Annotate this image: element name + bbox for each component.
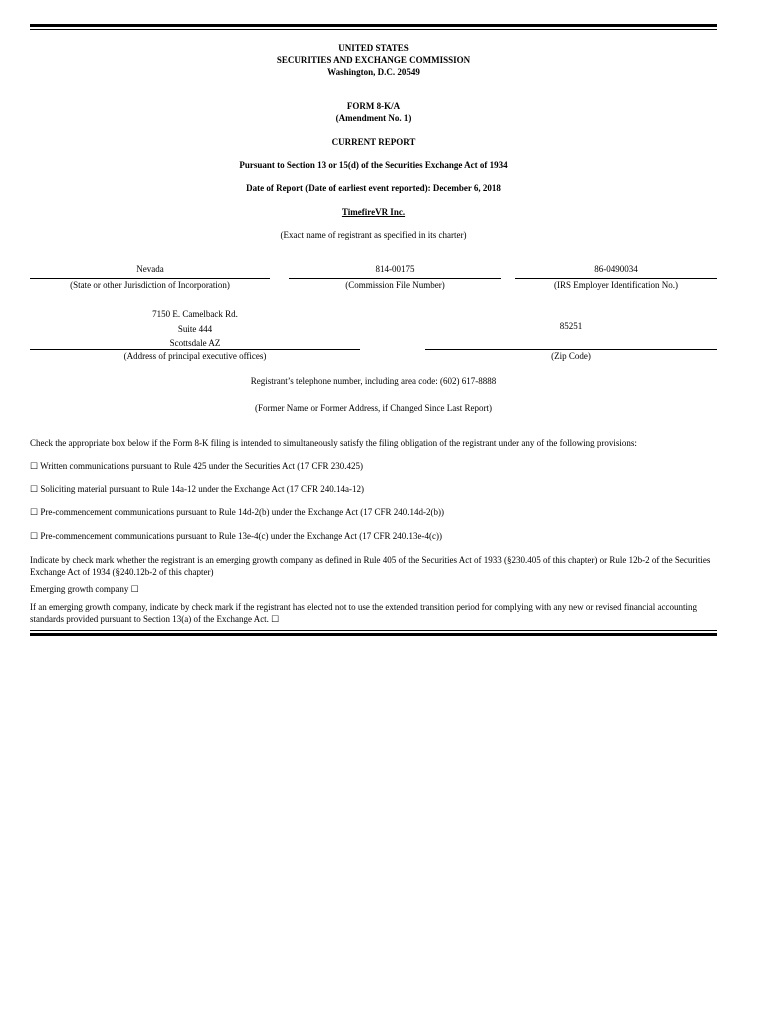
registrant-name: TimefireVR Inc.: [341, 207, 406, 217]
state-caption: (State or other Jurisdiction of Incorporation): [70, 280, 230, 290]
header-line-3: Washington, D.C. 20549: [327, 67, 420, 77]
address-line-1: 7150 E. Camelback Rd.: [152, 309, 238, 319]
address-line: [30, 349, 360, 350]
pursuant-statement: Pursuant to Section 13 or 15(d) of the Securities Exchange Act of 1934: [239, 160, 508, 170]
address-line-3: Scottsdale AZ: [169, 338, 221, 348]
bottom-double-rule: [30, 630, 717, 636]
checkbox-intro: Check the appropriate box below if the Form 8-K filing is intended to simultaneously satisfy the filing obligation of the registrant under any of the following provisions:: [30, 438, 637, 448]
state-line: [30, 278, 270, 279]
checkbox-soliciting-material[interactable]: ☐ Soliciting material pursuant to Rule 14a-12 under the Exchange Act (17 CFR 240.14a-12): [30, 484, 365, 494]
egc-indication-text: Indicate by check mark whether the registrant is an emerging growth company as defined in Rule 405 of the Securities Act of 1933 (§230.405 of this chapter) or Rule 12b-2 of the Securities Exchange Act of 1934 (§240.12b-2 of this chapter): [30, 555, 711, 577]
form-amendment: (Amendment No. 1): [335, 113, 412, 123]
document-page: [30, 24, 717, 624]
zip-line: [425, 349, 717, 350]
telephone-number: Registrant’s telephone number, including area code: (602) 617-8888: [250, 376, 497, 386]
principal-address: [30, 307, 360, 351]
zip-code: 85251: [559, 321, 583, 331]
commission-file-number: 814-00175: [375, 264, 415, 274]
registrant-name-caption: (Exact name of registrant as specified in its charter): [280, 230, 467, 240]
egc-checkbox[interactable]: Emerging growth company ☐: [30, 584, 139, 594]
egc-transition-text[interactable]: If an emerging growth company, indicate by check mark if the registrant has elected not to use the extended transition period for complying with any new or revised financial accounting standards provided pursuant to Section 13(a) of the Exchange Act. ☐: [30, 602, 698, 624]
agency-header: [30, 42, 717, 78]
address-line-2: Suite 444: [177, 323, 213, 334]
header-line-1: UNITED STATES: [338, 43, 409, 53]
form-title-block: [30, 100, 717, 124]
former-name: (Former Name or Former Address, if Changed Since Last Report): [255, 403, 492, 413]
form-name: FORM 8-K/A: [346, 101, 401, 111]
header-line-2: SECURITIES AND EXCHANGE COMMISSION: [276, 55, 471, 65]
report-type: CURRENT REPORT: [331, 137, 416, 147]
file-number-line: [289, 278, 501, 279]
checkbox-pre-commencement-13e[interactable]: ☐ Pre-commencement communications pursuant to Rule 13e-4(c) under the Exchange Act (17 CFR 240.13e-4(c)): [30, 531, 442, 541]
top-double-rule: [30, 24, 717, 30]
checkbox-pre-commencement-14d[interactable]: ☐ Pre-commencement communications pursuant to Rule 14d-2(b) under the Exchange Act (17 CFR 240.14d-2(b)): [30, 507, 444, 517]
date-of-report: Date of Report (Date of earliest event reported): December 6, 2018: [246, 183, 501, 193]
irs-caption: (IRS Employer Identification No.): [554, 280, 678, 290]
state-of-incorporation: Nevada: [136, 264, 164, 274]
file-number-caption: (Commission File Number): [345, 280, 445, 290]
address-caption: (Address of principal executive offices): [123, 351, 267, 361]
checkbox-written-communications[interactable]: ☐ Written communications pursuant to Rule 425 under the Securities Act (17 CFR 230.425): [30, 461, 363, 471]
zip-caption: (Zip Code): [551, 351, 591, 361]
irs-line: [515, 278, 717, 279]
irs-employer-id: 86-0490034: [594, 264, 638, 274]
